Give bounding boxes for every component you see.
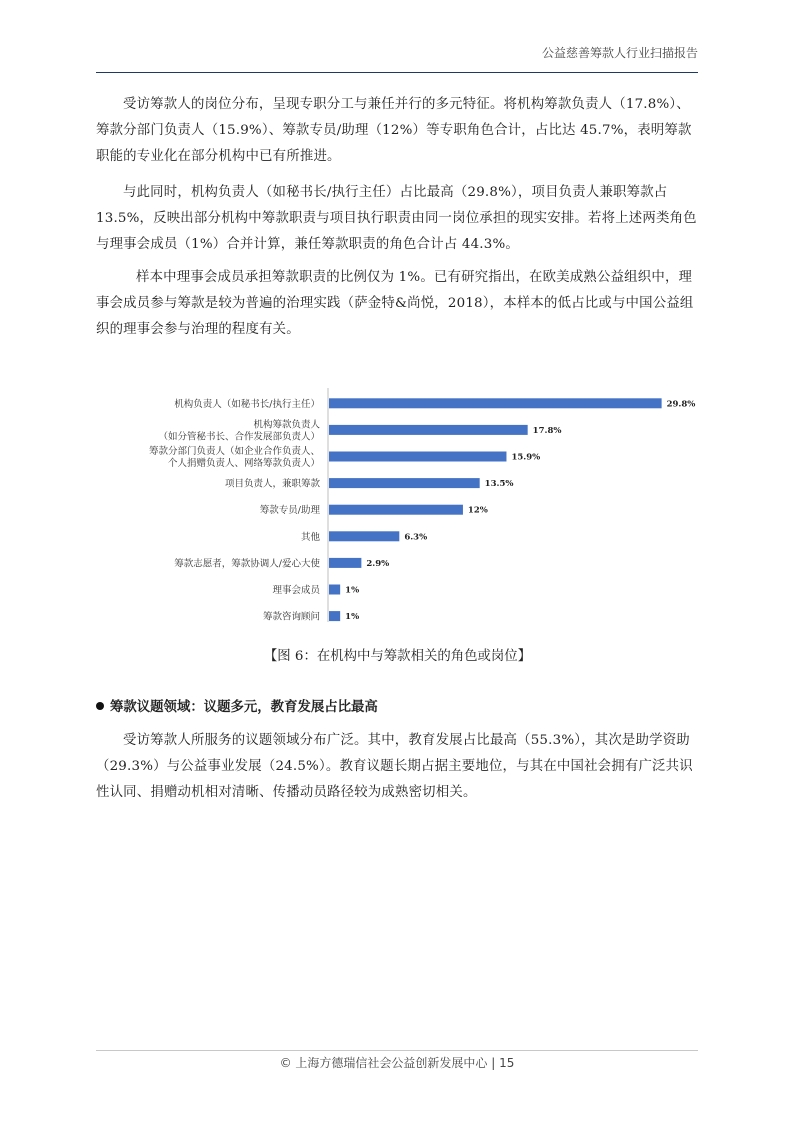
bar-5: [329, 505, 463, 515]
category-label-5: 筹款专员/助理: [259, 505, 320, 517]
bar-2: [329, 425, 528, 435]
category-label-2-line-2: （如分管秘书长、合作发展部负责人）: [158, 431, 320, 443]
value-label-6: 6.3%: [404, 532, 428, 543]
footer-rule: [96, 1050, 698, 1051]
section-heading: [96, 696, 378, 715]
value-label-7: 2.9%: [366, 558, 390, 569]
category-label-9: 筹款咨询顾问: [262, 611, 320, 623]
page-footer: © 上海方德瑞信社会公益创新发展中心 | 15: [279, 1056, 515, 1070]
category-label-3-line-2: 个人捐赠负责人、网络筹款负责人）: [167, 458, 320, 469]
bar-3: [329, 452, 506, 462]
category-label-7: 筹款志愿者，筹款协调人/爱心大使: [174, 558, 320, 570]
value-label-8: 1%: [345, 585, 360, 596]
bar-6: [329, 531, 399, 541]
value-label-2: 17.8%: [532, 425, 562, 436]
figure-caption: 【图 6：在机构中与筹款相关的角色或岗位】: [263, 649, 532, 664]
bar-8: [329, 585, 340, 595]
category-label-6: 其他: [300, 531, 320, 543]
paragraph-board-members: 样本中理事会成员承担筹款职责的比例仅为 1%。已有研究指出，在欧美成熟公益组织中，理事会成员参与筹款是较为普遍的治理实践（萨金特&尚悦，2018），本样本的低占比或与中国公益组织的理事会参与治理的程度有关。: [96, 270, 694, 337]
category-label-3-line-1: 筹款分部门负责人（如企业合作负责人、: [148, 446, 320, 457]
bar-1: [329, 398, 662, 408]
value-label-9: 1%: [345, 612, 360, 623]
value-label-3: 15.9%: [511, 452, 541, 463]
bar-7: [329, 558, 361, 568]
roles-bar-chart: [96, 378, 699, 630]
category-label-2-line-1: 机构筹款负责人: [253, 419, 320, 431]
section-heading-text: 筹款议题领域：议题多元，教育发展占比最高: [110, 700, 378, 715]
value-label-1: 29.8%: [666, 399, 696, 410]
bar-4: [329, 478, 480, 488]
bullet-icon: [96, 702, 104, 710]
value-label-5: 12%: [467, 505, 488, 516]
category-label-8: 理事会成员: [272, 585, 320, 596]
paragraph-issue-areas: 受访筹款人所服务的议题领域分布广泛。其中，教育发展占比最高（55.3%），其次是助学资助（29.3%）与公益事业发展（24.5%）。教育议题长期占据主要地位，与其在中国社会拥有广泛共识性认同、捐赠动机相对清晰、传播动员路径较为成熟密切相关。: [96, 733, 693, 800]
bar-9: [329, 611, 340, 621]
header-rule: [96, 72, 698, 73]
paragraph-role-distribution: 受访筹款人的岗位分布，呈现专职分工与兼任并行的多元特征。将机构筹款负责人（17.8%）、筹款分部门负责人（15.9%）、筹款专员/助理（12%）等专职角色合计，占比达 45.7%，表明筹款职能的专业化在部分机构中已有所推进。: [96, 97, 692, 164]
category-label-4: 项目负责人，兼职筹款: [224, 478, 320, 490]
category-label-1: 机构负责人（如秘书长/执行主任）: [174, 398, 320, 410]
value-label-4: 13.5%: [484, 479, 514, 490]
paragraph-concurrent-roles: 与此同时，机构负责人（如秘书长/执行主任）占比最高（29.8%），项目负责人兼职筹款占 13.5%，反映出部分机构中筹款职责与项目执行职责由同一岗位承担的现实安排。若将上述两类角色与理事会成员（1%）合并计算，兼任筹款职责的角色合计占 44.3%。: [96, 185, 697, 252]
header-title: 公益慈善筹款人行业扫描报告: [541, 46, 698, 60]
